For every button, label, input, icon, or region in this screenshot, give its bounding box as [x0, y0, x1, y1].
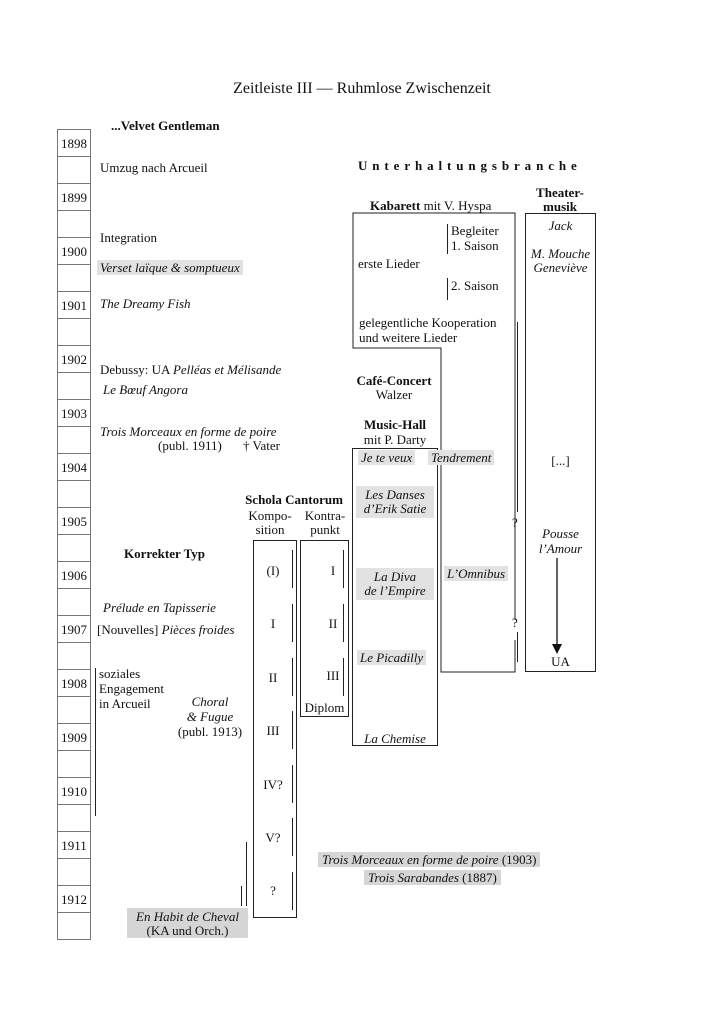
year-1904: 1904 — [57, 454, 91, 481]
soziales-2: Engagement — [99, 681, 164, 696]
soziales-1: soziales — [99, 666, 141, 681]
nouvelles-title: Pièces froides — [158, 622, 235, 637]
koop-bar — [517, 322, 518, 512]
diplom-label: Diplom — [304, 700, 345, 715]
event-integration: Integration — [100, 230, 158, 245]
year-1910: 1910 — [57, 778, 91, 805]
song-diva-2: de l’Empire — [364, 583, 426, 598]
question-1: ? — [512, 515, 518, 530]
koop-1: gelegentliche Kooperation — [359, 315, 497, 330]
theater-ua: UA — [551, 654, 570, 669]
kontra-mark-1: I — [330, 563, 336, 578]
velvet-heading: ...Velvet Gentleman — [111, 118, 220, 133]
song-tendrement: Tendrement — [428, 450, 494, 465]
choral-1: Choral — [191, 694, 229, 709]
year-1903: 1903 — [57, 400, 91, 427]
kontra-mark-3: III — [326, 668, 340, 683]
work-morceaux: Trois Morceaux en forme de poire — [100, 424, 277, 439]
footer-sarabandes-year: (1887) — [458, 870, 497, 885]
kabarett-mit: mit V. Hyspa — [420, 198, 492, 213]
komp-mark-3: II — [268, 670, 278, 685]
morceaux-publ: (publ. 1911) — [158, 438, 222, 453]
year-1908: 1908 — [57, 670, 91, 697]
theater-jack: Jack — [548, 218, 573, 233]
begleiter-2: 1. Saison — [451, 238, 499, 253]
song-je-te-veux: Je te veux — [358, 450, 415, 465]
begleiter-bar — [447, 224, 448, 254]
arrow-head-icon — [552, 644, 562, 654]
year-1907: 1907 — [57, 616, 91, 643]
footer-morceaux-year: (1903) — [498, 852, 537, 867]
music-heading: Music-Hall — [363, 417, 427, 432]
kontra-label-2: punkt — [310, 522, 340, 537]
soziales-3: in Arcueil — [99, 696, 151, 711]
komp-mark-1: (I) — [266, 563, 280, 578]
kabarett-label: Kabarett — [370, 198, 421, 213]
theater-mouche-1: M. Mouche — [530, 246, 591, 261]
question-2: ? — [512, 615, 518, 630]
pousse-arrow — [550, 556, 564, 656]
year-1906: 1906 — [57, 562, 91, 589]
komp-mark-5: IV? — [263, 777, 283, 792]
komp-mark-4: III — [266, 723, 280, 738]
debussy-work: Pelléas et Mélisande — [172, 362, 282, 377]
song-diva-1: La Diva — [373, 569, 417, 584]
year-1902: 1902 — [57, 346, 91, 373]
theater-dots: [...] — [551, 453, 570, 468]
begleiter-1: Begleiter — [451, 223, 499, 238]
komp-label-1: Kompo- — [248, 508, 292, 523]
schola-title: Schola Cantorum — [245, 492, 343, 507]
song-danses-1: Les Danses — [365, 487, 425, 502]
year-1905: 1905 — [57, 508, 91, 535]
work-habit: En Habit de Cheval — [136, 909, 239, 924]
year-1901: 1901 — [57, 292, 91, 319]
event-umzug: Umzug nach Arcueil — [100, 160, 208, 175]
theater-pousse-1: Pousse — [542, 526, 579, 541]
footer-line-2 — [364, 870, 501, 885]
work-prelude: Prélude en Tapisserie — [103, 600, 216, 615]
song-picadilly: Le Picadilly — [357, 650, 426, 665]
work-verset: Verset laïque & somptueux — [97, 260, 243, 275]
komp-label-2: sition — [255, 522, 285, 537]
debussy-prefix: Debussy: UA — [100, 362, 173, 377]
cafe-walzer: Walzer — [375, 387, 413, 402]
footer-line-1 — [318, 852, 540, 867]
year-1911: 1911 — [57, 832, 91, 859]
footer-morceaux: Trois Morceaux en forme de poire — [322, 852, 499, 867]
komp-mark-2: I — [270, 616, 276, 631]
footer-sarabandes: Trois Sarabandes — [368, 870, 459, 885]
question-bar — [517, 632, 518, 662]
kontra-label-1: Kontra- — [304, 508, 346, 523]
music-darty: mit P. Darty — [363, 432, 427, 447]
theater-mouche-2: Geneviève — [533, 260, 588, 275]
komp-mark-6: V? — [265, 830, 281, 845]
theater-title-1: Theater- — [536, 185, 584, 200]
song-omnibus: L’Omnibus — [444, 566, 508, 581]
nouvelles-bracket: [Nouvelles] — [97, 622, 159, 637]
kontra-mark-2: II — [328, 616, 338, 631]
komp-mark-7: ? — [270, 883, 276, 898]
korrekter-heading: Korrekter Typ — [124, 546, 206, 561]
year-1909: 1909 — [57, 724, 91, 751]
koop-2: und weitere Lieder — [359, 330, 458, 345]
year-1912: 1912 — [57, 886, 91, 913]
saison-2: 2. Saison — [451, 278, 499, 293]
page-title: Zeitleiste III — Ruhmlose Zwischenzeit — [233, 80, 491, 97]
cafe-heading: Café-Concert — [356, 373, 432, 388]
saison2-bar — [447, 278, 448, 300]
event-vater: † Vater — [243, 438, 280, 453]
theater-pousse-2: l’Amour — [538, 541, 583, 556]
year-1898: 1898 — [57, 130, 91, 157]
choral-2: & Fugue — [186, 709, 234, 724]
year-1900: 1900 — [57, 238, 91, 265]
song-danses-2: d’Erik Satie — [363, 501, 427, 516]
work-dreamy-fish: The Dreamy Fish — [100, 296, 191, 311]
work-boeuf: Le Bœuf Angora — [103, 382, 188, 397]
erste-lieder: erste Lieder — [358, 256, 420, 271]
theater-title-2: musik — [543, 199, 577, 214]
song-chemise: La Chemise — [364, 731, 426, 746]
choral-publ: (publ. 1913) — [177, 724, 243, 739]
habit-orch: (KA und Orch.) — [146, 923, 229, 938]
year-1899: 1899 — [57, 184, 91, 211]
unterhaltung-title: Unterhaltungsbranche — [358, 158, 582, 173]
